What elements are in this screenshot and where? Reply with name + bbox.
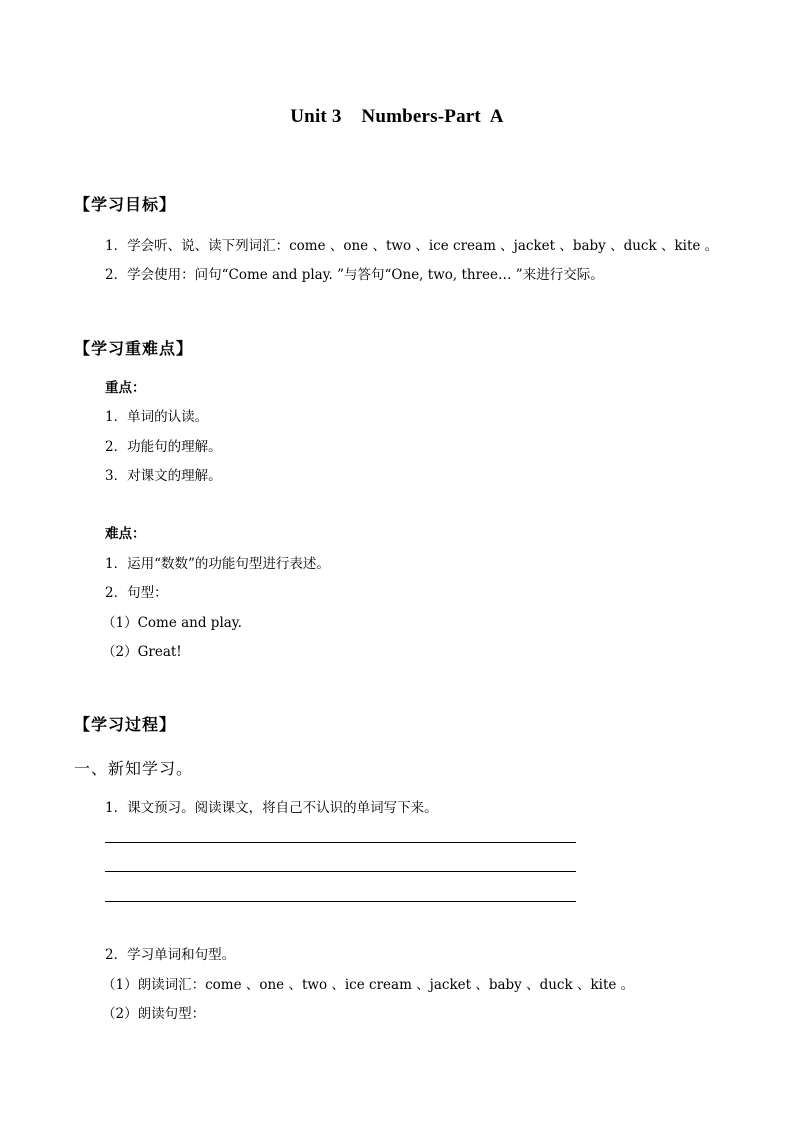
page-title: Unit 3 Numbers-Part A bbox=[290, 106, 504, 127]
objective-item-1: 1．学会听、说、读下列词汇：come 、one 、two 、ice cream 、jacket 、baby 、duck 、kite 。 bbox=[105, 238, 719, 254]
answer-line-2[interactable] bbox=[105, 871, 576, 872]
key-points-heading: 【学习重难点】 bbox=[74, 339, 194, 358]
step-2-text: 2．学习单词和句型。 bbox=[105, 947, 236, 963]
section-one-title: 一、新知学习。 bbox=[74, 759, 194, 778]
focus-item-3: 3．对课文的理解。 bbox=[105, 468, 222, 484]
answer-line-3[interactable] bbox=[105, 901, 576, 902]
objectives-heading: 【学习目标】 bbox=[74, 195, 177, 214]
difficulty-label: 难点： bbox=[105, 526, 146, 542]
step-2-item-1: （1）朗读词汇：come 、one 、two 、ice cream 、jacket 、baby 、duck 、kite 。 bbox=[102, 977, 635, 993]
focus-label: 重点： bbox=[105, 380, 146, 396]
step-1-text: 1．课文预习。阅读课文，将自己不认识的单词写下来。 bbox=[105, 800, 438, 816]
step-2-item-2: （2）朗读句型： bbox=[102, 1006, 206, 1022]
difficulty-item-3: （1）Come and play. bbox=[102, 615, 242, 631]
difficulty-item-1: 1．运用“数数”的功能句型进行表述。 bbox=[105, 556, 330, 572]
answer-line-1[interactable] bbox=[105, 842, 576, 843]
difficulty-item-4: （2）Great! bbox=[102, 644, 182, 660]
objective-item-2: 2．学会使用：问句“Come and play. ”与答句“One, two, three… ”来进行交际。 bbox=[105, 267, 604, 283]
focus-item-1: 1．单词的认读。 bbox=[105, 409, 209, 425]
process-heading: 【学习过程】 bbox=[74, 715, 177, 734]
difficulty-item-2: 2．句型： bbox=[105, 585, 168, 601]
focus-item-2: 2．功能句的理解。 bbox=[105, 439, 222, 455]
